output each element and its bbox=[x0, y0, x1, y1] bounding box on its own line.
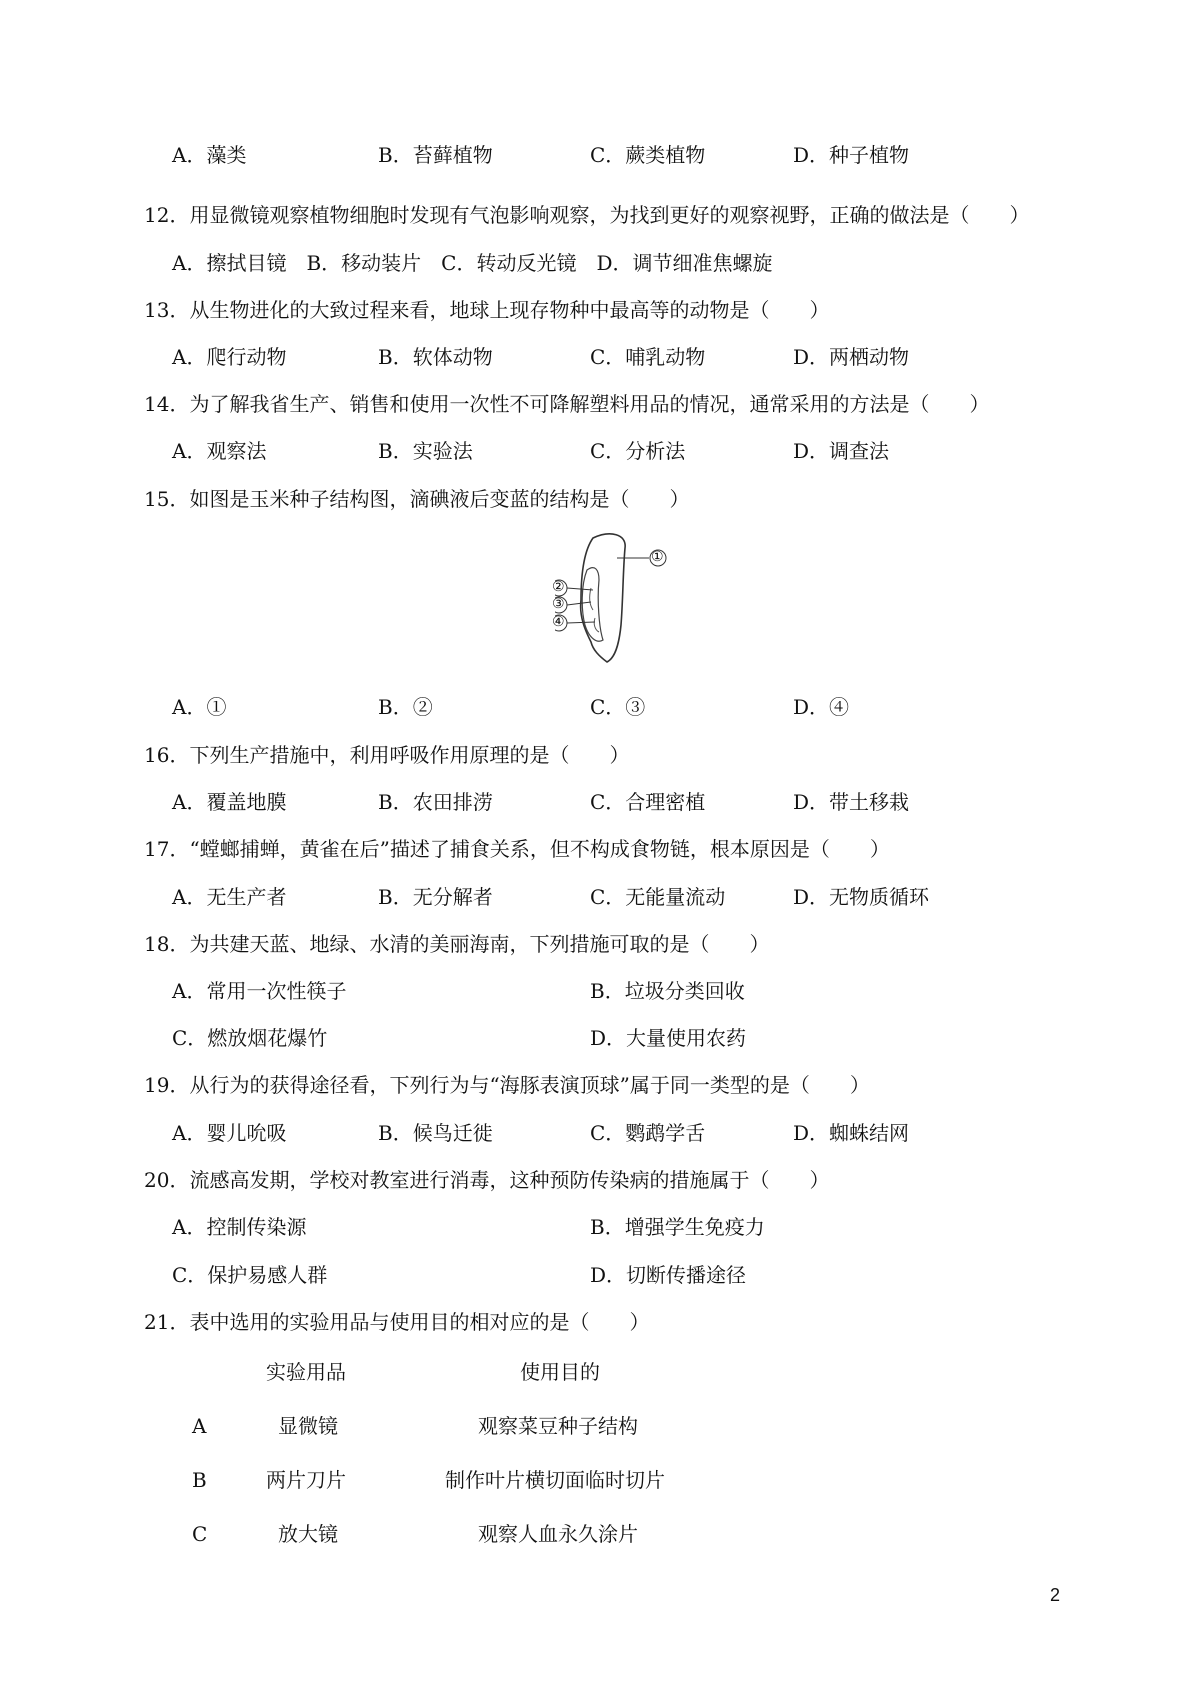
q16-option-d: D．带土移栽 bbox=[793, 790, 910, 814]
q18-option-d: D．大量使用农药 bbox=[590, 1026, 747, 1050]
q17-option-a: A．无生产者 bbox=[172, 885, 287, 909]
table-row-label: C bbox=[192, 1522, 208, 1546]
q14-option-b: B．实验法 bbox=[378, 439, 473, 463]
figure-label-3: ③ bbox=[552, 596, 565, 612]
q11-option-b: B．苔藓植物 bbox=[378, 143, 493, 167]
q19-option-c: C．鹦鹉学舌 bbox=[590, 1121, 706, 1145]
q20-stem: 20．流感高发期，学校对教室进行消毒，这种预防传染病的措施属于（ ） bbox=[144, 1168, 830, 1192]
q17-option-b: B．无分解者 bbox=[378, 885, 493, 909]
q17-option-d: D．无物质循环 bbox=[793, 885, 930, 909]
q16-option-a: A．覆盖地膜 bbox=[172, 790, 287, 814]
table-header-item: 实验用品 bbox=[266, 1360, 346, 1384]
q19-option-d: D．蜘蛛结网 bbox=[793, 1121, 910, 1145]
table-header-purpose: 使用目的 bbox=[520, 1360, 600, 1384]
q20-option-d: D．切断传播途径 bbox=[590, 1263, 747, 1287]
q12-stem: 12．用显微镜观察植物细胞时发现有气泡影响观察，为找到更好的观察视野，正确的做法是（ ） bbox=[144, 203, 1030, 227]
q16-option-c: C．合理密植 bbox=[590, 790, 706, 814]
q20-option-b: B．增强学生免疫力 bbox=[590, 1215, 765, 1239]
q19-option-a: A．婴儿吮吸 bbox=[172, 1121, 287, 1145]
q18-option-a: A．常用一次性筷子 bbox=[172, 979, 347, 1003]
q15-option-a: A．① bbox=[172, 695, 227, 719]
q20-option-a: A．控制传染源 bbox=[172, 1215, 307, 1239]
q13-option-c: C．哺乳动物 bbox=[590, 345, 706, 369]
table-row-label: B bbox=[192, 1468, 207, 1492]
q16-stem: 16．下列生产措施中，利用呼吸作用原理的是（ ） bbox=[144, 743, 630, 767]
table-row-purpose: 观察菜豆种子结构 bbox=[478, 1414, 638, 1438]
page-number: 2 bbox=[1049, 1585, 1060, 1605]
q13-option-a: A．爬行动物 bbox=[172, 345, 287, 369]
q15-option-d: D．④ bbox=[793, 695, 850, 719]
q14-option-a: A．观察法 bbox=[172, 439, 267, 463]
figure-label-4: ④ bbox=[552, 614, 565, 630]
q11-option-a: A．藻类 bbox=[172, 143, 247, 167]
q14-option-d: D．调查法 bbox=[793, 439, 890, 463]
q15-option-b: B．② bbox=[378, 695, 433, 719]
q13-option-b: B．软体动物 bbox=[378, 345, 493, 369]
table-row-item: 显微镜 bbox=[278, 1414, 338, 1438]
q12-options: A．擦拭目镜 B．移动装片 C．转动反光镜 D．调节细准焦螺旋 bbox=[172, 251, 773, 275]
table-row-purpose: 制作叶片横切面临时切片 bbox=[445, 1468, 665, 1492]
q18-stem: 18．为共建天蓝、地绿、水清的美丽海南，下列措施可取的是（ ） bbox=[144, 932, 770, 956]
corn-seed-diagram bbox=[552, 530, 695, 670]
q17-option-c: C．无能量流动 bbox=[590, 885, 726, 909]
q16-option-b: B．农田排涝 bbox=[378, 790, 493, 814]
q11-option-d: D．种子植物 bbox=[793, 143, 910, 167]
q20-option-c: C．保护易感人群 bbox=[172, 1263, 328, 1287]
q13-stem: 13．从生物进化的大致过程来看，地球上现存物种中最高等的动物是（ ） bbox=[144, 298, 830, 322]
table-row-item: 放大镜 bbox=[278, 1522, 338, 1546]
q19-stem: 19．从行为的获得途径看，下列行为与“海豚表演顶球”属于同一类型的是（ ） bbox=[144, 1073, 870, 1097]
q17-stem: 17．“螳螂捕蝉，黄雀在后”描述了捕食关系，但不构成食物链，根本原因是（ ） bbox=[144, 837, 890, 861]
figure-label-1: ① bbox=[651, 549, 664, 565]
table-row-item: 两片刀片 bbox=[266, 1468, 346, 1492]
table-row-label: A bbox=[192, 1414, 207, 1438]
q18-option-c: C．燃放烟花爆竹 bbox=[172, 1026, 328, 1050]
q19-option-b: B．候鸟迁徙 bbox=[378, 1121, 493, 1145]
q14-option-c: C．分析法 bbox=[590, 439, 686, 463]
q18-option-b: B．垃圾分类回收 bbox=[590, 979, 745, 1003]
q13-option-d: D．两栖动物 bbox=[793, 345, 910, 369]
q21-stem: 21．表中选用的实验用品与使用目的相对应的是（ ） bbox=[144, 1310, 650, 1334]
table-row-purpose: 观察人血永久涂片 bbox=[478, 1522, 638, 1546]
q15-stem: 15．如图是玉米种子结构图，滴碘液后变蓝的结构是（ ） bbox=[144, 487, 690, 511]
q15-option-c: C．③ bbox=[590, 695, 646, 719]
q14-stem: 14．为了解我省生产、销售和使用一次性不可降解塑料用品的情况，通常采用的方法是（ ） bbox=[144, 392, 990, 416]
figure-label-2: ② bbox=[552, 579, 565, 595]
q11-option-c: C．蕨类植物 bbox=[590, 143, 706, 167]
